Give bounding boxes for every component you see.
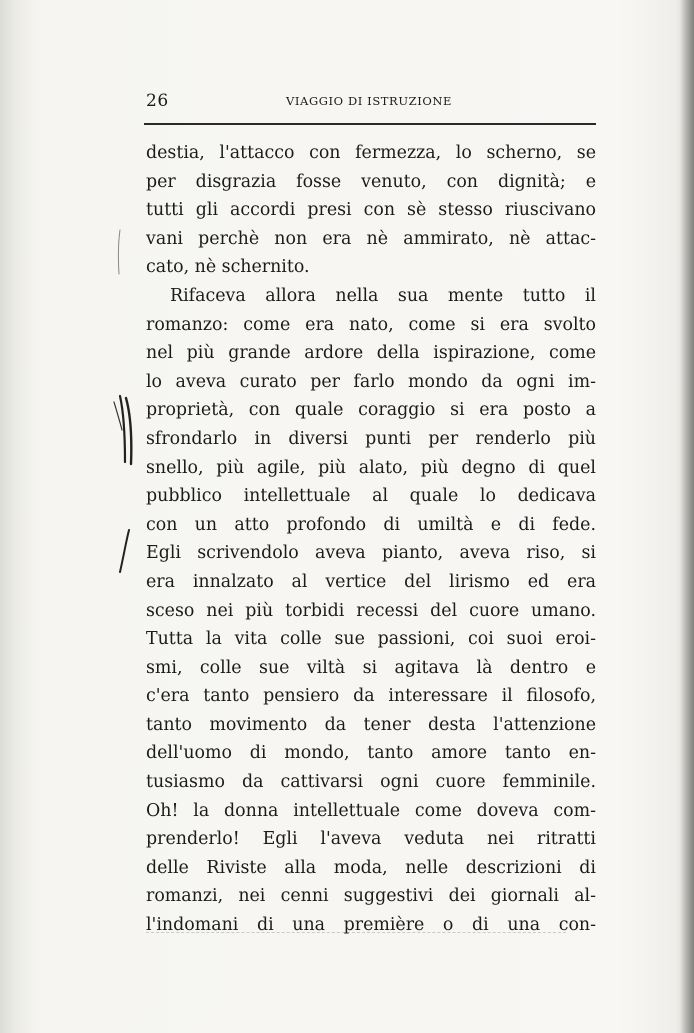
- text-line: prenderlo! Egli l'aveva veduta nei ritratti: [146, 829, 596, 850]
- text-line: l'indomani di una première o di una con-: [146, 915, 596, 936]
- page-edge-shadow: [680, 0, 694, 1033]
- pencil-faint-mark: [114, 228, 124, 278]
- body-text: [146, 139, 596, 940]
- text-line: per disgrazia fosse venuto, con dignità; e: [146, 171, 596, 192]
- bottom-smudge: [146, 932, 566, 935]
- text-line: romanzo: come era nato, come si era svolto: [146, 314, 596, 335]
- text-line: tanto movimento da tener desta l'attenzione: [146, 714, 596, 735]
- text-line: snello, più agile, più alato, più degno di quel: [146, 457, 596, 478]
- text-line: nel più grande ardore della ispirazione, come: [146, 343, 596, 364]
- text-line: Oh! la donna intellettuale come doveva com-: [146, 800, 596, 821]
- text-line: vani perchè non era nè ammirato, nè attac-: [146, 228, 596, 249]
- header-rule: [144, 123, 596, 125]
- text-line: destia, l'attacco con fermezza, lo scherno, se: [146, 143, 596, 163]
- text-line: Egli scrivendolo aveva pianto, aveva riso, si: [146, 543, 596, 564]
- text-line: smi, colle sue viltà si agitava là dentro e: [146, 657, 596, 678]
- text-line: era innalzato al vertice del lirismo ed era: [146, 571, 596, 592]
- text-line: pubblico intellettuale al quale lo dedicava: [146, 486, 596, 507]
- text-line: sceso nei più torbidi recessi del cuore umano.: [146, 600, 596, 621]
- text-line: con un atto profondo di umiltà e di fede.: [146, 514, 596, 535]
- text-line: Rifaceva allora nella sua mente tutto il: [170, 285, 596, 306]
- text-line: cato, nè schernito.: [146, 257, 310, 278]
- pencil-stroke-mark: [114, 528, 136, 576]
- text-line: delle Riviste alla moda, nelle descrizioni di: [146, 857, 596, 878]
- text-line: c'era tanto pensiero da interessare il filosofo,: [146, 686, 596, 707]
- text-line: proprietà, con quale coraggio si era posto a: [146, 400, 596, 421]
- text-line: lo aveva curato per farlo mondo da ogni im-: [146, 371, 596, 392]
- text-line: dell'uomo di mondo, tanto amore tanto en-: [146, 743, 596, 764]
- running-head: VIAGGIO DI ISTRUZIONE: [286, 94, 453, 108]
- text-line: tusiasmo da cattivarsi ogni cuore femminile.: [146, 772, 596, 793]
- text-line: Tutta la vita colle sue passioni, coi suoi eroi-: [146, 629, 596, 650]
- text-line: romanzi, nei cenni suggestivi dei giornali al-: [146, 886, 596, 907]
- page-number: 26: [146, 91, 169, 111]
- text-line: sfrondarlo in diversi punti per renderlo più: [146, 428, 596, 449]
- text-line: tutti gli accordi presi con sè stesso riuscivano: [146, 200, 596, 221]
- pencil-bracket-mark: [112, 392, 142, 472]
